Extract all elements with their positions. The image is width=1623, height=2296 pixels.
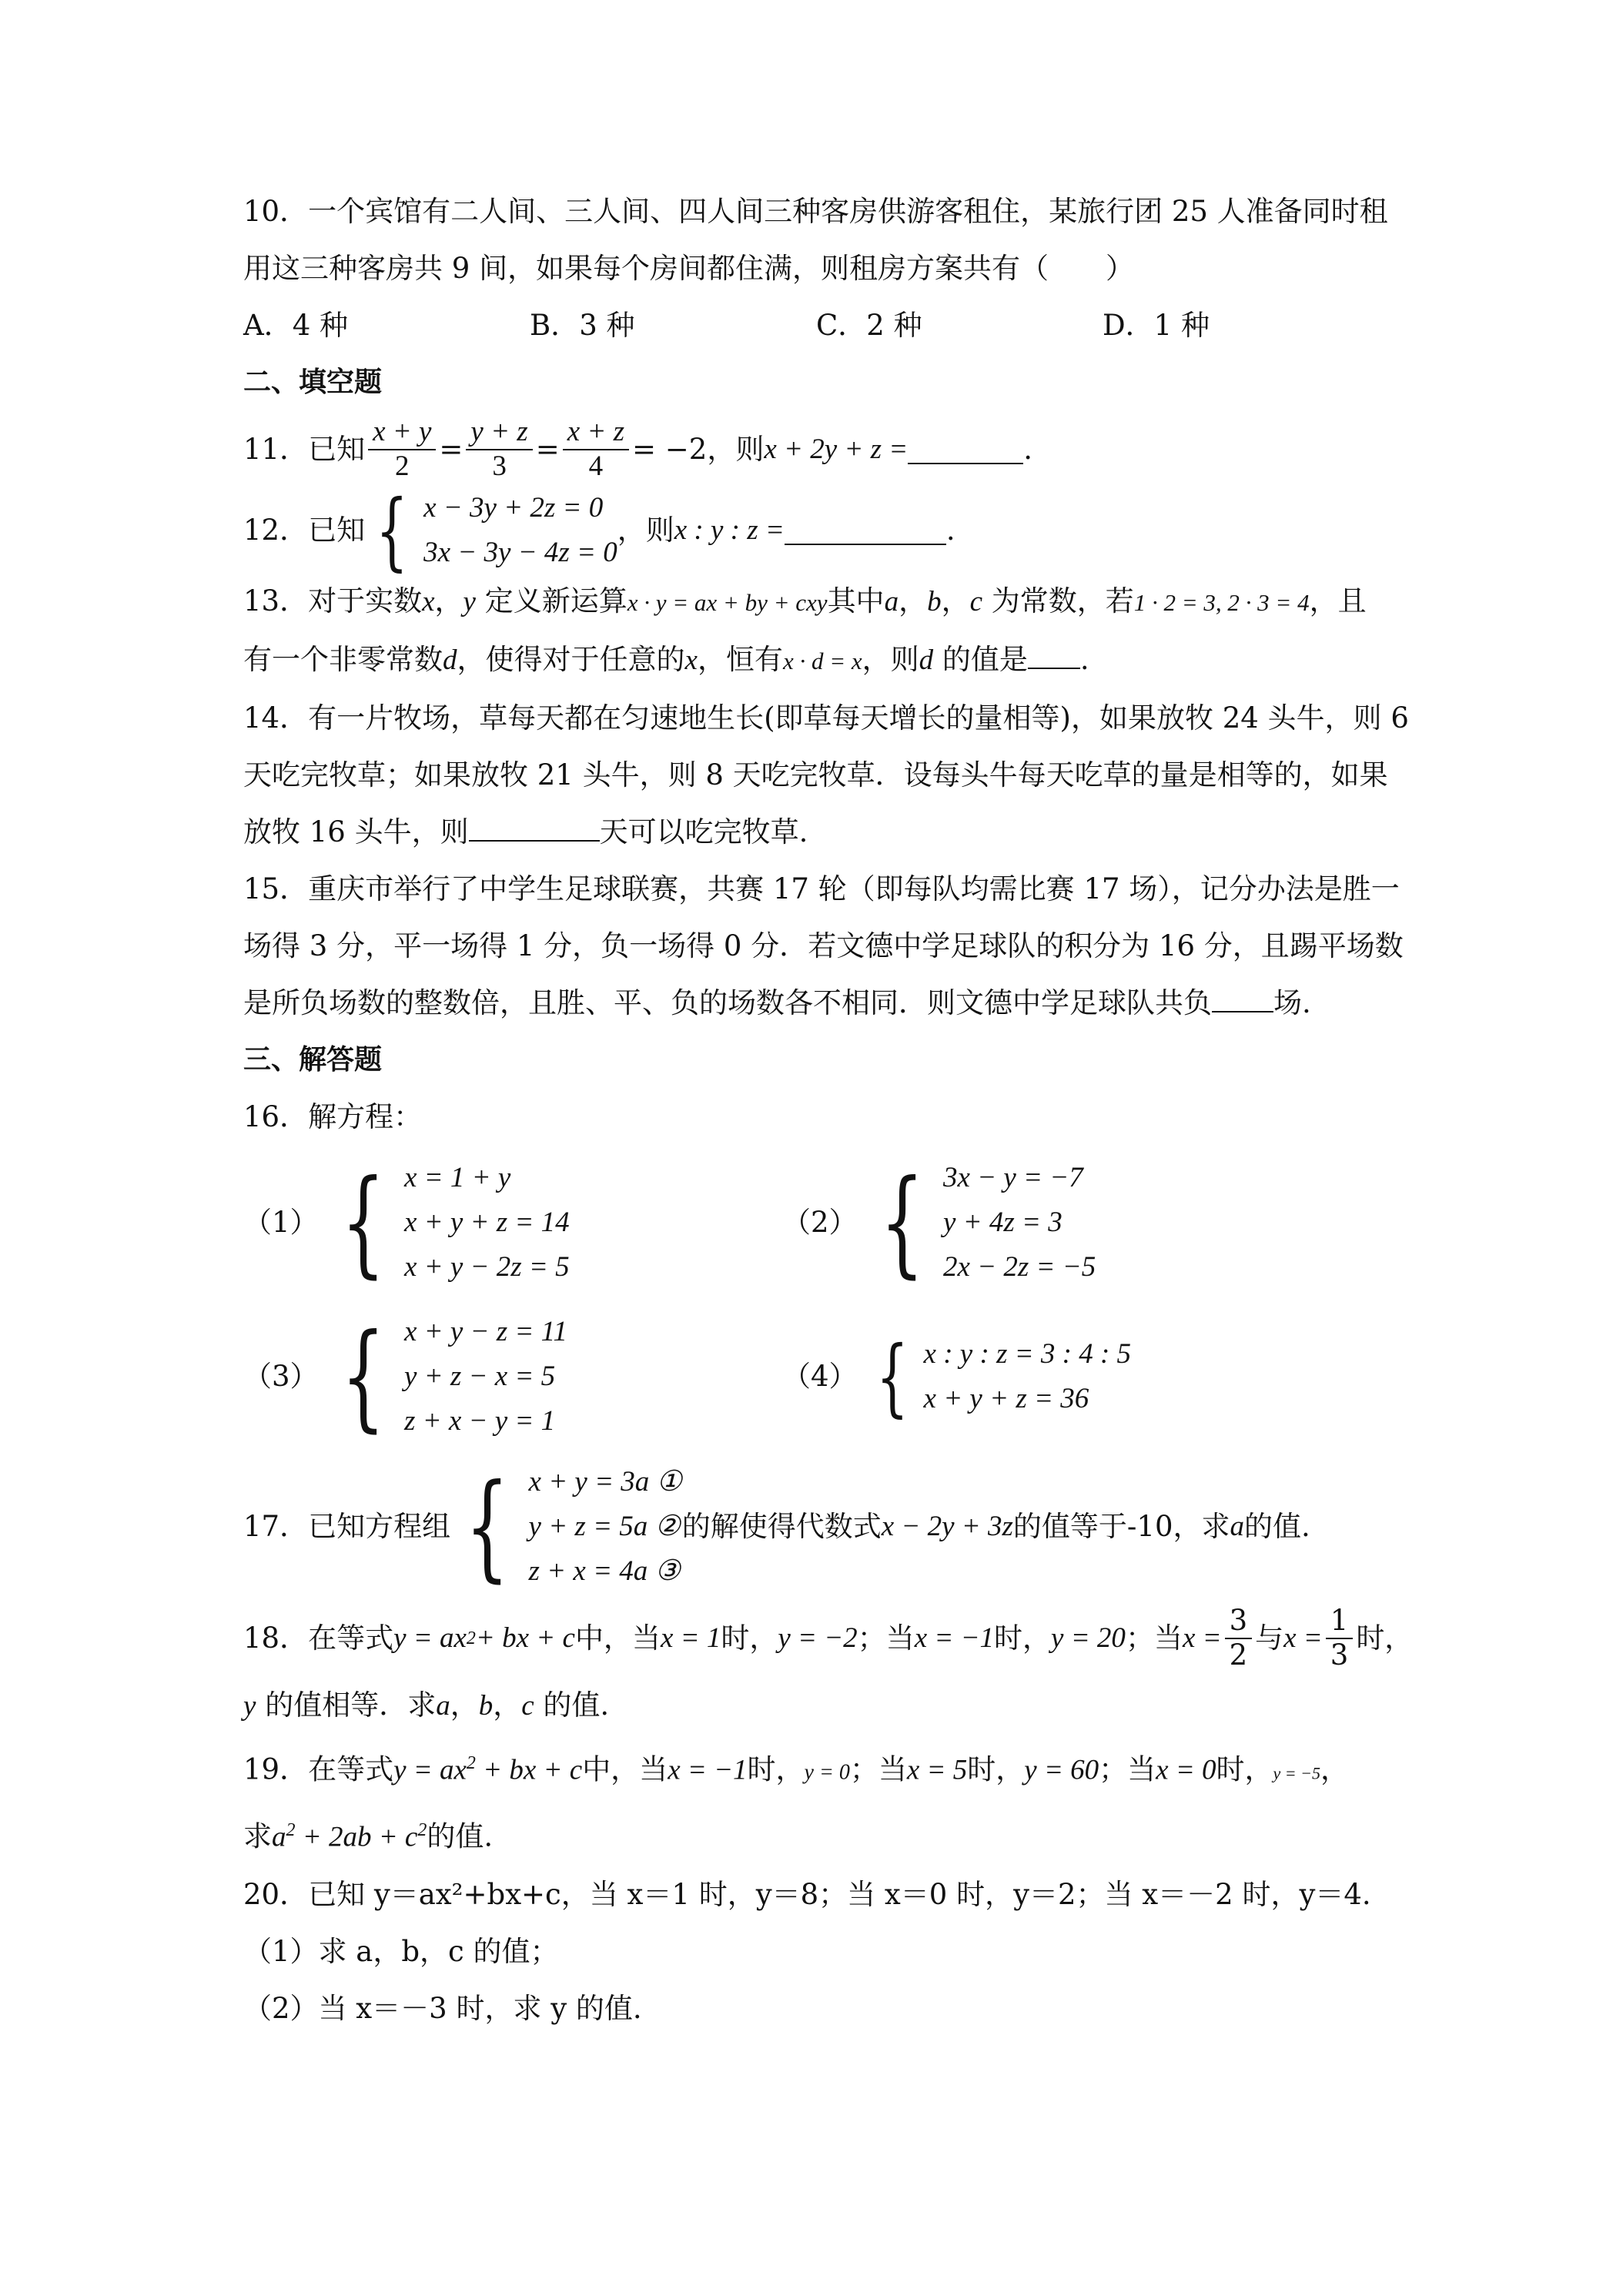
q12-answer-blank[interactable] [785, 516, 946, 545]
q10-option-b: B．3 种 [530, 309, 635, 342]
q11-answer-blank[interactable] [908, 435, 1023, 464]
q11-prefix: 11．已知 [243, 433, 366, 466]
question-12: 12．已知 { x − 3y + 2z = 0 3x − 3y − 4z = 0 ，则 x : y : z = . [243, 481, 955, 580]
question-15: 15．重庆市举行了中学生足球联赛，共赛 17 轮（即每队均需比赛 17 场），记分办法是胜一 场得 3 分，平一场得 1 分，负一场得 0 分．若文德中学足球队的积分为 16 分，且踢平场数 是所负场数的整数倍，且胜、平、负的场数各不相同．则文德中学足球队共负 场. [243, 872, 1404, 1019]
left-brace: { [875, 1327, 909, 1426]
q11-fraction-1: $\frac{x + y}{2}$ [368, 416, 436, 483]
q12-expression: x : y : z = [674, 514, 785, 546]
q15-answer-blank[interactable] [1212, 983, 1273, 1012]
q16-part-2: （2） { 3x − y = −7 y + 4z = 3 2x − 2z = −5 [782, 1156, 1096, 1290]
question-18: 18．在等式 y = ax 2 + bx + c 中，当 x = 1 时， y = −2 ；当 x = −1 时， y = 20 ；当 x = $\frac{3}{2}$ 与 x = $\frac{1}{3}$ 时， y 的值相等．求a，b，c 的值. [243, 1604, 1414, 1722]
question-17: 17．已知方程组 { x + y = 3a ① y + z = 5a ② z + x = 4a ③ 的解使得代数式 x − 2y + 3z 的值等于-10，求 a 的值. [243, 1460, 1310, 1594]
q16-title: 16．解方程： [243, 1100, 423, 1133]
q18-fraction-3-2: $\frac{3}{2}$ [1225, 1605, 1253, 1672]
q11-expression: x + 2y + z = [764, 433, 909, 465]
q20-part-1: （1）求 a，b，c 的值； [243, 1934, 559, 1968]
left-brace: { [340, 1156, 385, 1290]
question-19: 19．在等式$y = ax^2$ + bx + c中，当x = −1时，y = 0；当x = 5时，y = 60；当x = 0时，y = −5， 求$a^2 + 2ab + c^2$的值. [243, 1752, 1350, 1853]
q17-expression: x − 2y + 3z [881, 1511, 1013, 1542]
q12-prefix: 12．已知 [243, 514, 366, 547]
q11-after: = −2，则 [632, 433, 765, 466]
question-10 [243, 183, 1390, 354]
q11-fraction-3: $\frac{x + z}{4}$ [563, 416, 629, 483]
question-20: 20．已知 y＝ax²+bx+c，当 x＝1 时，y＝8；当 x＝0 时，y＝2；当 x＝－2 时，y＝4. （1）求 a，b，c 的值； （2）当 x＝－3 时，求 y 的值. [243, 1866, 1390, 2037]
left-brace: { [340, 1310, 385, 1444]
q12-equation-1: x − 3y + 2z = 0 [423, 492, 604, 524]
left-brace: { [879, 1156, 924, 1290]
q16-part-4: （4） { x : y : z = 3 : 4 : 5 x + y + z = 36 [782, 1327, 1132, 1426]
q10-option-c: C．2 种 [816, 309, 922, 342]
q10-option-d: D．1 种 [1103, 309, 1210, 342]
section-fill-in-blank-heading: 二、填空题 [243, 366, 383, 398]
worksheet-content [243, 183, 1414, 2037]
q12-equation-2: 3x − 3y − 4z = 0 [423, 537, 617, 568]
question-13: 13．对于实数x，y 定义新运算x · y = ax + by + cxy其中a，b，c 为常数，若1 · 2 = 3, 2 · 3 = 4，且 有一个非零常数d，使得对于任意的x，恒有x · d = x，则d 的值是 . [243, 584, 1367, 676]
question-11: 11．已知 $\frac{x + y}{2}$ = $\frac{y + z}{3}$ = $\frac{x + z}{4}$ = −2，则 x + 2y + z = . [243, 416, 1033, 482]
q20-part-2: （2）当 x＝－3 时，求 y 的值. [243, 1991, 642, 2025]
q10-option-a: A．4 种 [243, 309, 349, 342]
q16-part-1: （1） { x = 1 + y x + y + z = 14 x + y − 2z = 5 [243, 1156, 570, 1290]
q10-line1: 10．一个宾馆有二人间、三人间、四人间三种客房供游客租住，某旅行团 25 人准备同时租 [243, 195, 1388, 228]
q18-fraction-1-3: $\frac{1}{3}$ [1326, 1605, 1354, 1672]
q16-part-3: （3） { x + y − z = 11 y + z − x = 5 z + x − y = 1 [243, 1310, 567, 1444]
q13-operation: x · y = ax + by + cxy [627, 589, 828, 616]
q10-line2: 用这三种客房共 9 间，如果每个房间都住满，则租房方案共有（ ） [243, 252, 1135, 285]
question-16 [243, 1089, 1390, 1454]
q17-equation-system: { x + y = 3a ① y + z = 5a ② z + x = 4a ③ [465, 1460, 682, 1594]
q12-equation-system [365, 481, 617, 580]
q13-answer-blank[interactable] [1028, 640, 1080, 669]
q10-options [243, 297, 1390, 354]
left-brace: { [376, 481, 409, 580]
q13-condition: 1 · 2 = 3, 2 · 3 = 4 [1133, 589, 1310, 616]
section-solution-heading: 三、解答题 [243, 1044, 383, 1076]
q14-answer-blank[interactable] [469, 812, 600, 842]
question-14: 14．有一片牧场，草每天都在匀速地生长(即草每天增长的量相等)，如果放牧 24 头牛，则 6 天吃完牧草；如果放牧 21 头牛，则 8 天吃完牧草．设每头牛每天吃草的量是相等的，如果 放牧 16 头牛，则 天可以吃完牧草. [243, 701, 1409, 848]
left-brace: { [465, 1460, 510, 1594]
q11-fraction-2: $\frac{y + z}{3}$ [466, 416, 532, 483]
